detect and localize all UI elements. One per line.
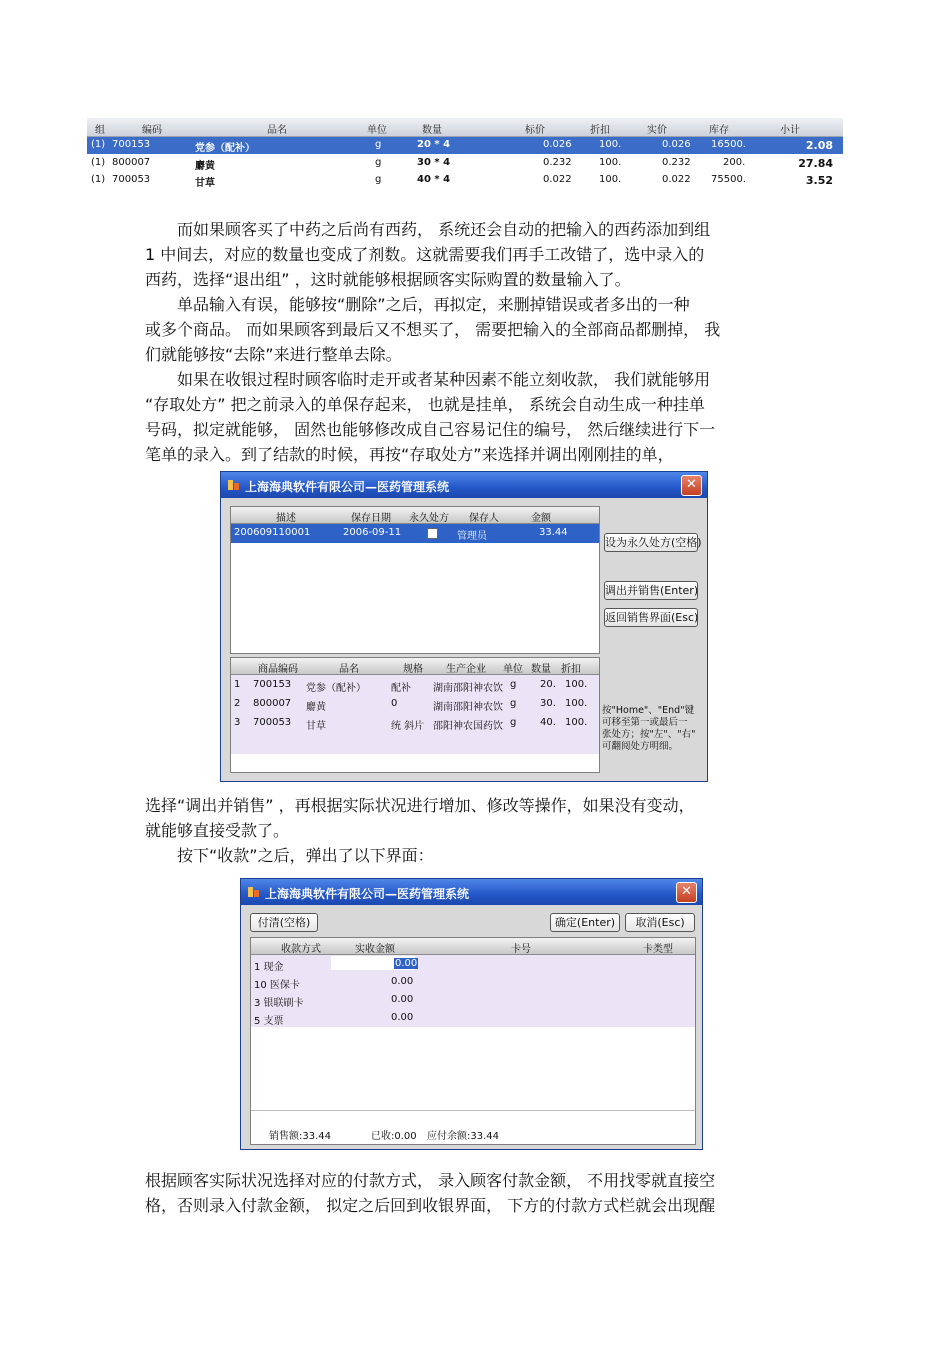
- divider: [251, 1110, 696, 1111]
- col-stock: 库存: [709, 125, 729, 136]
- back-to-sales-button[interactable]: 返回销售界面(Esc): [604, 608, 698, 627]
- col-name: 品名: [267, 125, 287, 136]
- col-unit: 单位: [367, 125, 387, 136]
- retrieve-and-sell-button[interactable]: 调出并销售(Enter): [604, 581, 698, 600]
- close-button[interactable]: ✕: [676, 882, 697, 903]
- received-total: 已收:0.00: [371, 1131, 417, 1142]
- text-line: 笔单的录入。到了结款的时候，再按“存取处方”来选择并调出刚刚挂的单，: [145, 445, 674, 464]
- col-actual: 实价: [647, 125, 667, 136]
- text-line: 单品输入有误，能够按“删除”之后，再拟定，来删掉错误或者多出的一种: [145, 295, 690, 314]
- table-row[interactable]: 3 700053 甘草 统 斜片 邵阳神农国药饮 g 40. 100.: [231, 713, 599, 732]
- table-row[interactable]: 200609110001 2006-09-11 管理员 33.44: [231, 524, 600, 543]
- sales-total: 销售额:33.44: [269, 1131, 331, 1142]
- set-permanent-button[interactable]: 设为永久处方(空格): [604, 533, 698, 552]
- col-qty: 数量: [422, 125, 442, 136]
- table-row[interactable]: (1) 700053 甘草 g 40 * 4 0.022 100. 0.022 75500. 3.52: [91, 174, 833, 189]
- text-line: 而如果顾客买了中药之后尚有西药， 系统还会自动的把输入的西药添加到组: [145, 220, 711, 239]
- payment-method-grid: [250, 937, 696, 1145]
- col-subtotal: 小计: [780, 125, 800, 136]
- cancel-button[interactable]: 取消(Esc): [625, 913, 695, 932]
- text-line: 根据顾客实际状况选择对应的付款方式， 录入顾客付款金额， 不用找零就直接空: [145, 1171, 716, 1190]
- balance-due: 应付余额:33.44: [427, 1131, 499, 1142]
- table-row[interactable]: 5 支票 0.00: [251, 1009, 695, 1027]
- col-group: 组: [95, 125, 105, 136]
- text-line: 或多个商品。 而如果顾客到最后又不想买了， 需要把输入的全部商品都删掉， 我: [145, 320, 721, 339]
- text-line: “存取处方” 把之前录入的单保存起来， 也就是挂单， 系统会自动生成一种挂单: [145, 395, 705, 414]
- table-row[interactable]: 1 现金 0.00: [251, 955, 695, 973]
- prescription-detail-list: [230, 657, 600, 773]
- body-text-3: [145, 1168, 800, 1218]
- prescription-window: [220, 471, 708, 782]
- text-line: 号码，拟定就能够， 固然也能够修改成自己容易记住的编号， 然后继续进行下一: [145, 420, 716, 439]
- text-line: 1 中间去，对应的数量也变成了剂数。这就需要我们再手工改错了，选中录入的: [145, 245, 705, 264]
- col-price: 标价: [525, 125, 545, 136]
- text-line: 按下“收款”之后，弹出了以下界面：: [145, 846, 434, 865]
- detail-list-header: 商品编码 品名 规格 生产企业 单位 数量 折扣: [231, 658, 599, 675]
- body-text-2: [145, 793, 800, 868]
- body-text-1: [145, 217, 800, 467]
- table-row[interactable]: 3 银联刷卡 0.00: [251, 991, 695, 1009]
- window-titlebar: [221, 472, 707, 498]
- confirm-button[interactable]: 确定(Enter): [550, 913, 620, 932]
- app-icon: [227, 478, 241, 492]
- text-line: 选择“调出并销售” ，再根据实际状况进行增加、修改等操作，如果没有变动，: [145, 796, 695, 815]
- pay-in-full-button[interactable]: 付清(空格): [250, 913, 318, 932]
- permanent-checkbox[interactable]: [427, 528, 438, 539]
- payment-window: [240, 878, 703, 1150]
- payment-grid-header: 收款方式 实收金额 卡号 卡类型: [251, 938, 695, 955]
- text-line: 如果在收银过程时顾客临时走开或者某种因素不能立刻收款， 我们就能够用: [145, 370, 711, 389]
- table-row[interactable]: 2 800007 麝黄 0 湖南邵阳神农饮 g 30. 100.: [231, 694, 599, 713]
- prescription-list: [230, 506, 600, 654]
- navigation-hint: 按"Home"、"End"键 可移至第一或最后一 张处方；按"左"、"右" 可翻阅处方明细。: [602, 705, 696, 752]
- product-grid-header: [87, 118, 843, 137]
- col-code: 编码: [142, 125, 162, 136]
- table-row: [231, 732, 599, 754]
- col-discount: 折扣: [590, 125, 610, 136]
- text-line: 西药，选择“退出组” ，这时就能够根据顾客实际购置的数量输入了。: [145, 270, 631, 289]
- text-line: 格，否则录入付款金额， 拟定之后回到收银界面， 下方的付款方式栏就会出现醒: [145, 1196, 716, 1215]
- text-line: 就能够直接受款了。: [145, 821, 290, 840]
- window-titlebar: [241, 879, 702, 905]
- close-button[interactable]: ✕: [681, 475, 702, 496]
- product-grid: [87, 118, 843, 190]
- window-title: 上海海典软件有限公司—医药管理系统: [245, 480, 450, 494]
- prescription-list-header: 描述 保存日期 永久处方 保存人 金额: [231, 507, 599, 524]
- table-row[interactable]: (1) 800007 麝黄 g 30 * 4 0.232 100. 0.232 200. 27.84: [91, 157, 833, 172]
- table-row[interactable]: (1) 700153 党参（配补） g 20 * 4 0.026 100. 0.026 16500. 2.08: [87, 137, 843, 154]
- window-title: 上海海典软件有限公司—医药管理系统: [265, 887, 470, 901]
- app-icon: [247, 885, 261, 899]
- text-line: 们就能够按“去除”来进行整单去除。: [145, 345, 402, 364]
- table-row[interactable]: 1 700153 党参（配补） 配补 湖南邵阳神农饮 g 20. 100.: [231, 675, 599, 694]
- table-row[interactable]: 10 医保卡 0.00: [251, 973, 695, 991]
